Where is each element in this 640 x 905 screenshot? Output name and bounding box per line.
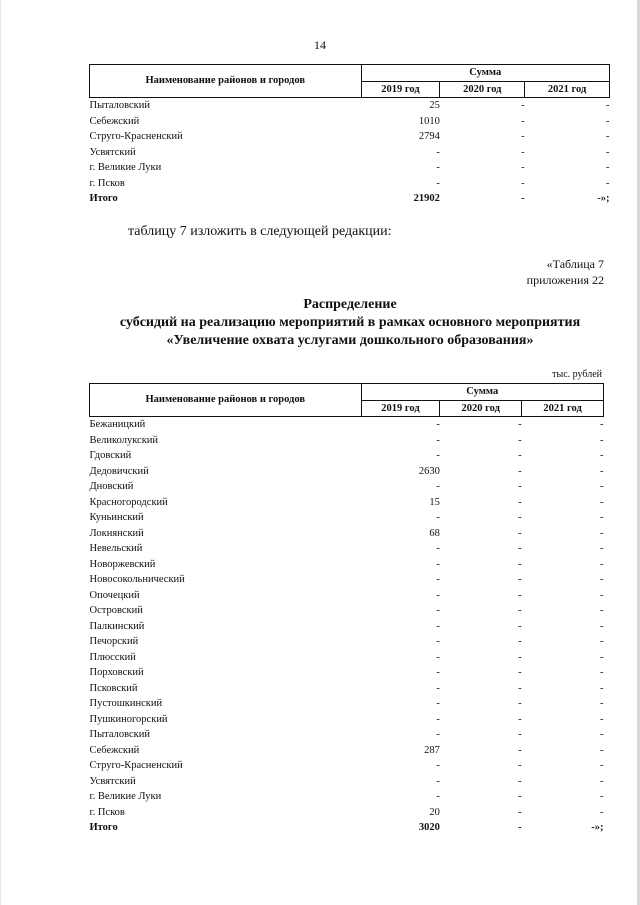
table-row [90, 572, 604, 588]
value-2019: - [436, 760, 440, 771]
district-name: Струго-Красненский [89, 760, 183, 771]
value-2021: - [600, 543, 604, 554]
table-reference-line: приложения 22 [526, 273, 604, 287]
units-label: тыс. рублей [552, 369, 602, 380]
table-row [90, 417, 604, 433]
value-2019: - [436, 543, 440, 554]
value-2020: - [518, 698, 522, 709]
table-6-year-header: 2020 год [440, 81, 525, 98]
value-2019: 287 [424, 744, 440, 756]
district-name: Куньинский [89, 512, 144, 523]
value-2021: - [606, 162, 610, 173]
value-2019: - [436, 434, 440, 446]
value-2020: - [518, 729, 522, 740]
value-2019: - [436, 162, 440, 173]
heading-line: Распределение [303, 297, 397, 312]
value-2021: - [606, 100, 610, 111]
value-2021: - [600, 760, 604, 771]
value-2019: - [436, 481, 440, 492]
value-2021: - [600, 729, 604, 740]
table-7-year-header: 2019 год [361, 400, 440, 417]
value-2020: - [518, 512, 522, 523]
table-7 [89, 383, 604, 836]
value-2020: - [518, 791, 522, 802]
table-6-name-header: Наименование районов и городов [90, 65, 362, 98]
value-2021: - [600, 558, 604, 570]
value-2019: 20 [429, 806, 440, 818]
value-2021: - [606, 146, 610, 158]
value-2021: - [600, 806, 604, 818]
table-row [90, 727, 604, 743]
table-row [90, 758, 604, 774]
value-2021: - [600, 651, 604, 663]
district-name: Итого [89, 822, 118, 833]
table-row [90, 789, 604, 805]
district-name: Усвятский [89, 146, 136, 158]
value-2021: - [600, 791, 604, 802]
value-2020: - [518, 636, 522, 647]
value-2019: 2794 [418, 131, 440, 142]
value-2021: - [606, 115, 610, 127]
value-2019: 3020 [418, 822, 440, 833]
district-name: г. Псков [89, 806, 125, 818]
value-2021: - [600, 512, 604, 523]
table-6 [89, 64, 610, 207]
table-row [90, 495, 604, 511]
value-2020: - [521, 100, 525, 111]
table-7-name-header: Наименование районов и городов [90, 384, 362, 417]
value-2021: - [600, 496, 604, 508]
table-row [90, 650, 604, 666]
value-2020: - [518, 481, 522, 492]
value-2020: - [518, 760, 522, 771]
table-row [90, 774, 604, 790]
table-row [90, 129, 610, 145]
value-2020: - [518, 806, 522, 818]
table-row [90, 743, 604, 759]
table-6-year-header: 2021 год [525, 81, 610, 98]
value-2019: - [436, 775, 440, 787]
scan-edge-left [0, 0, 1, 905]
value-2019: - [436, 512, 440, 523]
district-name: Дедовичский [89, 465, 149, 477]
value-2020: - [518, 620, 522, 632]
value-2019: - [436, 791, 440, 802]
value-2019: 2630 [418, 465, 440, 477]
value-2020: - [518, 682, 522, 694]
district-name: Струго-Красненский [89, 131, 183, 142]
table-reference-line: «Таблица 7 [546, 257, 604, 271]
value-2019: - [436, 589, 440, 601]
value-2020: - [518, 589, 522, 601]
value-2020: - [518, 450, 522, 461]
district-name: Печорский [89, 636, 139, 647]
value-2019: - [436, 651, 440, 663]
district-name: Итого [89, 193, 118, 204]
value-2020: - [518, 496, 522, 508]
value-2021: - [600, 465, 604, 477]
district-name: Порховский [89, 667, 144, 678]
value-2020: - [521, 115, 525, 127]
value-2019: - [436, 698, 440, 709]
value-2019: 25 [429, 100, 440, 111]
table-row [90, 712, 604, 728]
table-row [90, 479, 604, 495]
table-row [90, 448, 604, 464]
value-2019: - [436, 636, 440, 647]
value-2019: - [436, 605, 440, 616]
value-2019: - [436, 450, 440, 461]
value-2019: - [436, 419, 440, 430]
value-2021: - [600, 698, 604, 709]
value-2021: -»; [597, 193, 610, 204]
district-name: Пустошкинский [89, 698, 163, 709]
value-2020: - [518, 543, 522, 554]
value-2021: - [600, 419, 604, 430]
value-2021: - [600, 574, 604, 585]
value-2020: - [521, 131, 525, 142]
total-row [90, 191, 610, 207]
district-name: Плюсский [89, 651, 136, 663]
table-row [90, 805, 604, 821]
value-2021: - [600, 713, 604, 725]
district-name: Новоржевский [89, 558, 156, 570]
total-row [90, 820, 604, 836]
value-2020: - [518, 651, 522, 663]
table-row [90, 696, 604, 712]
value-2021: - [606, 131, 610, 142]
table-6-year-header: 2019 год [361, 81, 440, 98]
value-2021: - [600, 605, 604, 616]
value-2020: - [518, 574, 522, 585]
value-2021: - [600, 434, 604, 446]
value-2019: 21902 [413, 193, 440, 204]
value-2020: - [521, 146, 525, 158]
district-name: Себежский [89, 115, 140, 127]
district-name: Бежаницкий [89, 419, 146, 430]
value-2019: - [436, 177, 440, 189]
table-reference [527, 256, 604, 288]
page-number: 14 [314, 38, 326, 52]
table-row [90, 619, 604, 635]
table-row [90, 681, 604, 697]
value-2020: - [518, 667, 522, 678]
value-2019: - [436, 558, 440, 570]
value-2021: - [600, 450, 604, 461]
table-7-sum-header: Сумма [361, 384, 603, 401]
table-row [90, 634, 604, 650]
value-2019: - [436, 146, 440, 158]
value-2019: - [436, 667, 440, 678]
value-2019: 15 [429, 496, 440, 508]
value-2021: - [600, 744, 604, 756]
table-row [90, 557, 604, 573]
value-2020: - [518, 465, 522, 477]
district-name: Палкинский [89, 620, 145, 632]
district-name: Усвятский [89, 775, 136, 787]
district-name: Пыталовский [89, 100, 150, 111]
district-name: Новосокольнический [89, 574, 185, 585]
district-name: г. Великие Луки [89, 162, 162, 173]
table-7-year-header: 2020 год [440, 400, 522, 417]
value-2021: - [600, 481, 604, 492]
value-2019: - [436, 620, 440, 632]
value-2021: - [600, 620, 604, 632]
table-row [90, 176, 610, 192]
district-name: Островский [89, 605, 143, 616]
district-name: Невельский [89, 543, 143, 554]
district-name: Пыталовский [89, 729, 150, 740]
table-row [90, 114, 610, 130]
district-name: Псковский [89, 682, 138, 694]
value-2019: - [436, 682, 440, 694]
table-row [90, 603, 604, 619]
table-row [90, 160, 610, 176]
value-2021: - [600, 527, 604, 539]
district-name: г. Псков [89, 177, 125, 189]
value-2020: - [518, 775, 522, 787]
value-2021: - [600, 589, 604, 601]
value-2020: - [518, 419, 522, 430]
value-2019: - [436, 729, 440, 740]
table-row [90, 510, 604, 526]
value-2020: - [518, 822, 522, 833]
table-row [90, 665, 604, 681]
value-2020: - [518, 744, 522, 756]
table-row [90, 464, 604, 480]
instruction-text: таблицу 7 изложить в следующей редакции: [128, 224, 392, 239]
value-2019: - [436, 574, 440, 585]
district-name: Себежский [89, 744, 140, 756]
table-row [90, 541, 604, 557]
district-name: Опочецкий [89, 589, 140, 601]
value-2020: - [521, 193, 525, 204]
table-7-heading [60, 296, 640, 350]
table-row [90, 526, 604, 542]
district-name: Локнянский [89, 527, 144, 539]
heading-line: субсидий на реализацию мероприятий в рамках основного мероприятия [119, 315, 581, 330]
heading-line: «Увеличение охвата услугами дошкольного образования» [166, 333, 534, 348]
table-row [90, 145, 610, 161]
value-2019: - [436, 713, 440, 725]
value-2021: - [600, 667, 604, 678]
table-row [90, 98, 610, 114]
value-2020: - [521, 177, 525, 189]
value-2021: - [606, 177, 610, 189]
value-2019: 1010 [418, 115, 440, 127]
value-2020: - [518, 558, 522, 570]
district-name: г. Великие Луки [89, 791, 162, 802]
value-2020: - [518, 527, 522, 539]
table-7-year-header: 2021 год [522, 400, 604, 417]
value-2020: - [518, 434, 522, 446]
district-name: Гдовский [89, 450, 132, 461]
table-row [90, 588, 604, 604]
district-name: Красногородский [89, 496, 168, 508]
value-2020: - [518, 713, 522, 725]
value-2020: - [521, 162, 525, 173]
district-name: Дновский [89, 481, 134, 492]
district-name: Великолукский [89, 434, 159, 446]
value-2019: 68 [429, 527, 440, 539]
table-row [90, 433, 604, 449]
value-2020: - [518, 605, 522, 616]
district-name: Пушкиногорский [89, 713, 168, 725]
value-2021: - [600, 636, 604, 647]
value-2021: - [600, 682, 604, 694]
table-6-sum-header: Сумма [361, 65, 609, 82]
value-2021: - [600, 775, 604, 787]
value-2021: -»; [591, 822, 604, 833]
